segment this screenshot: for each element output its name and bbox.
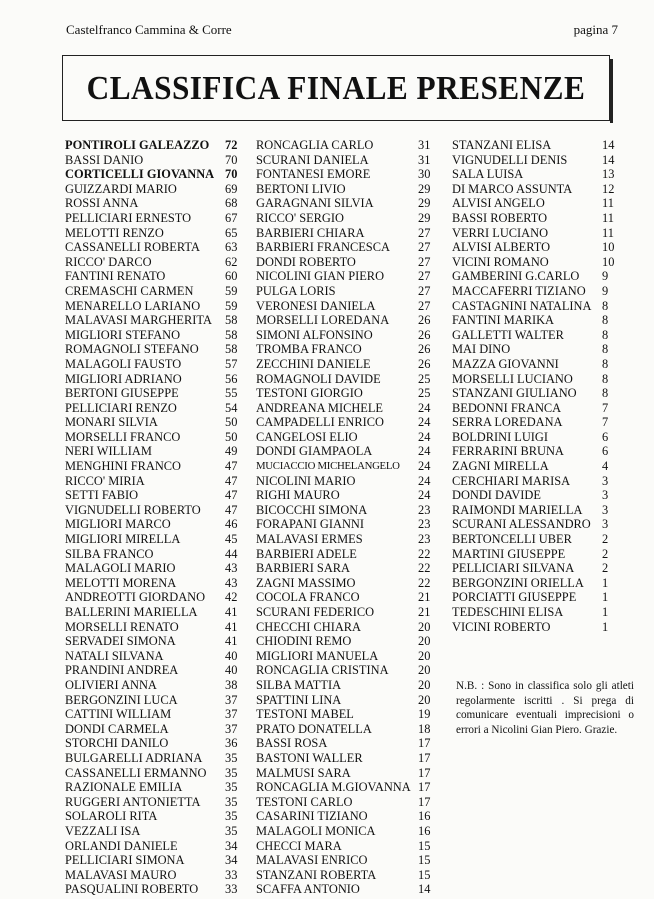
athlete-name: BERTONI LIVIO [256,181,346,196]
athlete-name: ROMAGNOLI DAVIDE [256,371,381,386]
attendance-count: 54 [225,400,238,415]
athlete-name: PELLICIARI RENZO [65,400,177,415]
athlete-name: VERRI LUCIANO [452,225,549,240]
attendance-count: 20 [418,648,431,663]
attendance-count: 26 [418,356,431,371]
attendance-count: 24 [418,444,431,459]
attendance-count: 23 [418,502,431,517]
athlete-name: PASQUALINI ROBERTO [65,882,199,897]
athlete-name: CHECCI MARA [256,838,342,853]
attendance-count: 2 [602,532,609,547]
attendance-count: 9 [602,283,609,298]
athlete-name: MORSELLI LUCIANO [452,371,573,386]
athlete-name: PRANDINI ANDREA [65,663,179,678]
attendance-count: 47 [225,459,238,474]
attendance-count: 10 [602,240,615,255]
athlete-name: VIGNUDELLI DENIS [452,152,568,167]
athlete-name: MALAVASI MARGHERITA [65,313,212,328]
attendance-count: 35 [225,780,238,795]
athlete-name: CHECCHI CHIARA [256,619,361,634]
athlete-name: SCURANI ALESSANDRO [452,517,591,532]
athlete-name: CASSANELLI ROBERTA [65,240,200,255]
attendance-count: 19 [418,707,431,722]
attendance-count: 9 [602,269,609,284]
athlete-name: MAI DINO [452,342,511,357]
attendance-count: 42 [225,590,238,605]
attendance-count: 55 [225,386,238,401]
athlete-name: GUIZZARDI MARIO [65,181,177,196]
attendance-count: 41 [225,605,238,619]
attendance-count: 30 [418,167,431,182]
athlete-name: BARBIERI CHIARA [256,225,365,240]
athlete-name: BOLDRINI LUIGI [452,429,549,444]
attendance-count: 16 [418,823,431,838]
attendance-count: 22 [418,575,431,590]
attendance-count: 69 [225,181,238,196]
attendance-count: 47 [225,488,238,503]
athlete-name: DONDI GIAMPAOLA [256,444,373,459]
athlete-name: MONARI SILVIA [65,415,158,430]
athlete-name: RUGGERI ANTONIETTA [65,794,201,809]
attendance-count: 33 [225,867,238,882]
athlete-name: SCURANI FEDERICO [256,605,375,619]
attendance-count: 8 [602,356,609,371]
attendance-count: 35 [225,750,238,765]
attendance-count: 35 [225,794,238,809]
athlete-name: MENGHINI FRANCO [65,459,181,474]
athlete-name: RONCAGLIA CRISTINA [256,663,389,678]
athlete-name: PELLICIARI ERNESTO [65,210,192,225]
athlete-name: FORAPANI GIANNI [256,517,364,532]
athlete-name: DONDI CARMELA [65,721,169,736]
attendance-count: 1 [602,590,609,605]
athlete-name: VERONESI DANIELA [256,298,376,313]
athlete-name: MALAVASI MAURO [65,867,177,882]
athlete-name: PONTIROLI GALEAZZO [65,138,210,152]
attendance-count: 3 [602,488,609,503]
attendance-count: 20 [418,663,431,678]
attendance-count: 24 [418,488,431,503]
attendance-count: 10 [602,254,615,269]
attendance-count: 7 [602,400,609,415]
attendance-count: 59 [225,283,238,298]
attendance-count: 17 [418,780,431,795]
athlete-name: VIGNUDELLI ROBERTO [65,502,201,517]
athlete-name: PRATO DONATELLA [256,721,372,736]
athlete-name: PELLICIARI SILVANA [452,561,575,576]
attendance-count: 15 [418,867,431,882]
attendance-count: 40 [225,648,238,663]
attendance-count: 22 [418,561,431,576]
athlete-name: BASSI ROSA [256,736,328,751]
athlete-name: CATTINI WILLIAM [65,707,172,722]
footnote: N.B. : Sono in classifica solo gli atleti regolarmente iscritti . Si prega di comunicare eventuali imprecisioni o errori a Nicolini Gian Piero. Grazie. [456,680,634,736]
athlete-name: VICINI ROBERTO [452,619,551,634]
athlete-name: STANZANI GIULIANO [452,386,577,401]
athlete-name: RAIMONDI MARIELLA [452,502,583,517]
attendance-count: 27 [418,240,431,255]
attendance-count: 44 [225,546,238,561]
athlete-name: BERTONI GIUSEPPE [65,386,179,401]
athlete-name: GALLETTI WALTER [452,327,564,342]
attendance-count: 27 [418,254,431,269]
athlete-name: SILBA MATTIA [256,677,342,692]
athlete-name: DONDI DAVIDE [452,488,541,503]
attendance-count: 17 [418,736,431,751]
athlete-name: MIGLIORI ADRIANO [65,371,182,386]
athlete-name: BASSI ROBERTO [452,210,548,225]
attendance-count: 4 [602,459,609,474]
athlete-name: RAZIONALE EMILIA [65,780,183,795]
attendance-count: 29 [418,210,431,225]
attendance-count: 2 [602,561,609,576]
attendance-count: 58 [225,327,238,342]
attendance-count: 35 [225,809,238,824]
athlete-name: SCAFFA ANTONIO [256,882,360,897]
athlete-name: VEZZALI ISA [65,823,141,838]
attendance-count: 34 [225,838,238,853]
athlete-name: COCOLA FRANCO [256,590,360,605]
attendance-count: 26 [418,342,431,357]
athlete-name: SIMONI ALFONSINO [256,327,373,342]
attendance-count: 1 [602,575,609,590]
attendance-count: 47 [225,502,238,517]
attendance-count: 1 [602,619,609,634]
attendance-count: 27 [418,269,431,284]
athlete-name: TEDESCHINI ELISA [452,605,564,619]
athlete-name: PULGA LORIS [256,283,336,298]
attendance-count: 23 [418,532,431,547]
attendance-count: 43 [225,561,238,576]
attendance-count: 37 [225,721,238,736]
athlete-name: MORSELLI FRANCO [65,429,181,444]
athlete-name: SILBA FRANCO [65,546,154,561]
athlete-name: BARBIERI SARA [256,561,350,576]
attendance-count: 8 [602,386,609,401]
athlete-name: MIGLIORI MARCO [65,517,171,532]
athlete-name: GARAGNANI SILVIA [256,196,374,211]
title-box [62,55,610,121]
attendance-count: 6 [602,444,609,459]
athlete-name: RICCO' SERGIO [256,210,344,225]
attendance-count: 8 [602,298,609,313]
athlete-name: MALAGOLI FAUSTO [65,356,182,371]
athlete-name: BASTONI WALLER [256,750,363,765]
athlete-name: ROSSI ANNA [65,196,139,211]
attendance-count: 24 [418,429,431,444]
attendance-count: 58 [225,342,238,357]
attendance-count: 24 [418,415,431,430]
attendance-count: 70 [225,152,238,167]
athlete-name: ANDREOTTI GIORDANO [65,590,206,605]
athlete-name: CANGELOSI ELIO [256,429,358,444]
athlete-name: CASTAGNINI NATALINA [452,298,592,313]
athlete-name: BASSI DANIO [65,152,144,167]
attendance-count: 29 [418,181,431,196]
attendance-count: 50 [225,429,238,444]
athlete-name: CASSANELLI ERMANNO [65,765,207,780]
attendance-count: 8 [602,313,609,328]
athlete-name: ZECCHINI DANIELE [256,356,371,371]
attendance-count: 27 [418,283,431,298]
athlete-name: MALAGOLI MARIO [65,561,176,576]
athlete-name: SALA LUISA [452,167,524,182]
attendance-count: 24 [418,473,431,488]
athlete-name: ANDREANA MICHELE [256,400,383,415]
club-name: Castelfranco Cammina & Corre [66,22,232,37]
attendance-count: 20 [418,619,431,634]
attendance-count: 22 [418,546,431,561]
attendance-count: 27 [418,298,431,313]
athlete-name: NICOLINI GIAN PIERO [256,269,385,284]
athlete-name: MORSELLI RENATO [65,619,179,634]
athlete-name: BARBIERI FRANCESCA [256,240,390,255]
attendance-count: 36 [225,736,238,751]
page-number: pagina 7 [573,22,618,37]
attendance-count: 14 [602,138,615,152]
athlete-name: ROMAGNOLI STEFANO [65,342,199,357]
attendance-count: 20 [418,677,431,692]
athlete-name: RICCO' MIRIA [65,473,145,488]
attendance-count: 8 [602,371,609,386]
attendance-count: 60 [225,269,238,284]
athlete-name: RONCAGLIA CARLO [256,138,374,152]
athlete-name: VICINI ROMANO [452,254,549,269]
attendance-count: 46 [225,517,238,532]
athlete-name: MELOTTI MORENA [65,575,177,590]
attendance-count: 8 [602,327,609,342]
attendance-count: 7 [602,415,609,430]
page-title: CLASSIFICA FINALE PRESENZE [86,70,586,107]
athlete-name: RIGHI MAURO [256,488,340,503]
athlete-name: NERI WILLIAM [65,444,152,459]
attendance-count: 15 [418,838,431,853]
athlete-name: MALMUSI SARA [256,765,351,780]
athlete-name: TESTONI CARLO [256,794,353,809]
athlete-name: SPATTINI LINA [256,692,342,707]
athlete-name: TESTONI MABEL [256,707,354,722]
attendance-count: 6 [602,429,609,444]
attendance-count: 45 [225,532,238,547]
attendance-count: 31 [418,138,431,152]
athlete-name: CORTICELLI GIOVANNA [65,167,215,182]
attendance-count: 17 [418,750,431,765]
attendance-count: 23 [418,517,431,532]
attendance-count: 59 [225,298,238,313]
attendance-count: 13 [602,167,615,182]
attendance-count: 41 [225,634,238,649]
attendance-count: 17 [418,765,431,780]
attendance-count: 62 [225,254,238,269]
athlete-name: GAMBERINI G.CARLO [452,269,580,284]
athlete-name: SCURANI DANIELA [256,152,369,167]
athlete-name: ALVISI ANGELO [452,196,545,211]
attendance-count: 20 [418,634,431,649]
attendance-count: 2 [602,546,609,561]
athlete-name: DI MARCO ASSUNTA [452,181,573,196]
attendance-count: 21 [418,605,431,619]
attendance-count: 72 [225,138,238,152]
attendance-count: 27 [418,225,431,240]
athlete-name: CHIODINI REMO [256,634,352,649]
athlete-name: ALVISI ALBERTO [452,240,551,255]
athlete-name: ZAGNI MIRELLA [452,459,549,474]
attendance-count: 15 [418,853,431,868]
attendance-count: 41 [225,619,238,634]
athlete-name: FERRARINI BRUNA [452,444,564,459]
athlete-name: STANZANI ROBERTA [256,867,377,882]
attendance-count: 43 [225,575,238,590]
athlete-name: MIGLIORI MIRELLA [65,532,181,547]
attendance-count: 37 [225,692,238,707]
attendance-count: 24 [418,459,431,474]
attendance-count: 37 [225,707,238,722]
attendance-count: 17 [418,794,431,809]
attendance-count: 26 [418,313,431,328]
attendance-count: 70 [225,167,238,182]
attendance-count: 25 [418,386,431,401]
athlete-name: BALLERINI MARIELLA [65,605,198,619]
athlete-name: MENARELLO LARIANO [65,298,201,313]
athlete-name: STANZANI ELISA [452,138,552,152]
athlete-name: FANTINI MARIKA [452,313,554,328]
athlete-name: SERRA LOREDANA [452,415,563,430]
athlete-name: MUCIACCIO MICHELANGELO [256,460,400,473]
athlete-name: MALAGOLI MONICA [256,823,376,838]
athlete-name: OLIVIERI ANNA [65,677,157,692]
attendance-count: 21 [418,590,431,605]
athlete-name: BARBIERI ADELE [256,546,357,561]
attendance-count: 11 [602,210,614,225]
athlete-name: CASARINI TIZIANO [256,809,368,824]
athlete-name: PORCIATTI GIUSEPPE [452,590,577,605]
athlete-name: BERGONZINI ORIELLA [452,575,584,590]
attendance-count: 67 [225,210,238,225]
attendance-count: 50 [225,415,238,430]
athlete-name: BERTONCELLI UBER [452,532,572,547]
attendance-count: 14 [602,152,615,167]
attendance-count: 33 [225,882,238,897]
athlete-name: CERCHIARI MARISA [452,473,571,488]
attendance-count: 20 [418,692,431,707]
athlete-name: SOLAROLI RITA [65,809,158,824]
attendance-count: 24 [418,400,431,415]
attendance-count: 11 [602,196,614,211]
athlete-name: MAZZA GIOVANNI [452,356,559,371]
attendance-count: 1 [602,605,609,619]
attendance-count: 31 [418,152,431,167]
athlete-name: STORCHI DANILO [65,736,169,751]
athlete-name: MALAVASI ENRICO [256,853,368,868]
attendance-count: 25 [418,371,431,386]
attendance-count: 3 [602,517,609,532]
athlete-name: DONDI ROBERTO [256,254,356,269]
attendance-count: 63 [225,240,238,255]
athlete-name: NATALI SILVANA [65,648,164,663]
attendance-count: 68 [225,196,238,211]
attendance-count: 11 [602,225,614,240]
athlete-name: MACCAFERRI TIZIANO [452,283,586,298]
athlete-name: ZAGNI MASSIMO [256,575,356,590]
athlete-name: PELLICIARI SIMONA [65,853,185,868]
attendance-count: 14 [418,882,431,897]
attendance-count: 47 [225,473,238,488]
attendance-count: 18 [418,721,431,736]
athlete-name: FANTINI RENATO [65,269,166,284]
athlete-name: BICOCCHI SIMONA [256,502,368,517]
athlete-name: CREMASCHI CARMEN [65,283,194,298]
attendance-count: 29 [418,196,431,211]
athlete-name: SETTI FABIO [65,488,139,503]
attendance-count: 34 [225,853,238,868]
attendance-count: 57 [225,356,238,371]
attendance-count: 3 [602,473,609,488]
athlete-name: FONTANESI EMORE [256,167,371,182]
attendance-count: 38 [225,677,238,692]
attendance-count: 35 [225,823,238,838]
attendance-count: 3 [602,502,609,517]
athlete-name: SERVADEI SIMONA [65,634,176,649]
athlete-name: MIGLIORI MANUELA [256,648,379,663]
athlete-name: MARTINI GIUSEPPE [452,546,566,561]
athlete-name: RICCO' DARCO [65,254,152,269]
attendance-count: 26 [418,327,431,342]
attendance-count: 35 [225,765,238,780]
athlete-name: TROMBA FRANCO [256,342,362,357]
attendance-count: 65 [225,225,238,240]
athlete-name: BEDONNI FRANCA [452,400,562,415]
attendance-count: 8 [602,342,609,357]
athlete-name: TESTONI GIORGIO [256,386,363,401]
attendance-count: 40 [225,663,238,678]
attendance-count: 12 [602,181,615,196]
attendance-count: 58 [225,313,238,328]
athlete-name: RONCAGLIA M.GIOVANNA [256,780,411,795]
athlete-name: MIGLIORI STEFANO [65,327,181,342]
athlete-name: ORLANDI DANIELE [65,838,178,853]
attendance-count: 16 [418,809,431,824]
athlete-name: BULGARELLI ADRIANA [65,750,203,765]
athlete-name: MELOTTI RENZO [65,225,164,240]
athlete-name: MORSELLI LOREDANA [256,313,390,328]
attendance-count: 49 [225,444,238,459]
athlete-name: NICOLINI MARIO [256,473,356,488]
attendance-count: 56 [225,371,238,386]
athlete-name: MALAVASI ERMES [256,532,363,547]
athlete-name: BERGONZINI LUCA [65,692,178,707]
athlete-name: CAMPADELLI ENRICO [256,415,384,430]
